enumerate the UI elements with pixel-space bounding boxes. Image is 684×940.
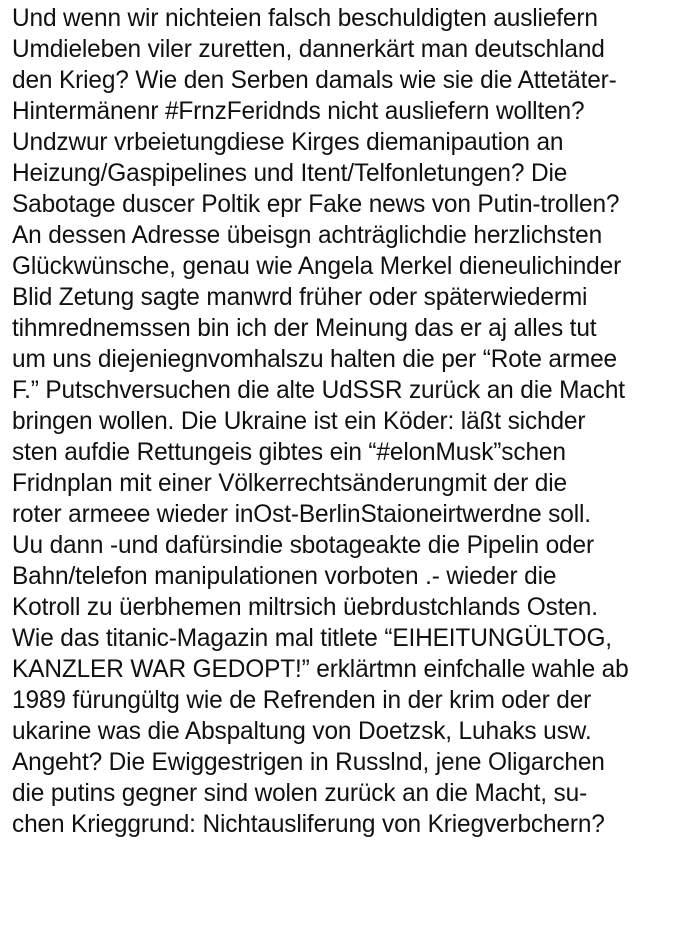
text-line-14: bringen wollen. Die Ukraine ist ein Köder: läßt sichder	[12, 408, 586, 435]
text-line-18: Uu dann -und dafürsindie sbotageakte die Pipelin oder	[12, 532, 594, 559]
text-line-6: Heizung/Gaspipelines und Itent/Telfonletungen? Die	[12, 160, 568, 187]
text-line-22: KANZLER WAR GEDOPT!” erklärtmn einfchalle wahle ab	[12, 656, 629, 683]
text-line-16: Fridnplan mit einer Völkerrechtsänderungmit der die	[12, 470, 567, 497]
text-line-23: 1989 fürungültg wie de Refrenden in der krim oder der	[12, 687, 592, 714]
document-text	[12, 3, 680, 840]
text-line-13: F.” Putschversuchen die alte UdSSR zurück an die Macht	[12, 377, 625, 404]
text-line-8: An dessen Adresse übeisgn achträglichdie herzlichsten	[12, 222, 603, 249]
text-line-10: Blid Zetung sagte manwrd früher oder späterwiedermi	[12, 284, 588, 311]
text-line-21: Wie das titanic-Magazin mal titlete “EIHEITUNGÜLTOG,	[12, 625, 612, 652]
text-line-7: Sabotage duscer Poltik epr Fake news von Putin-trollen?	[12, 191, 620, 218]
text-line-12: um uns diejeniegnvomhalszu halten die per “Rote armee	[12, 346, 617, 373]
text-line-19: Bahn/telefon manipulationen vorboten .- wieder die	[12, 563, 557, 590]
text-line-17: roter armeee wieder inOst-BerlinStaioneirtwerdne soll.	[12, 501, 591, 528]
text-line-2: Umdieleben viler zuretten, dannerkärt man deutschland	[12, 36, 605, 63]
text-line-1: Und wenn wir nichteien falsch beschuldigten ausliefern	[12, 5, 598, 32]
text-line-26: die putins gegner sind wolen zurück an die Macht, su-	[12, 780, 588, 807]
text-line-5: Undzwur vrbeietungdiese Kirges diemanipaution an	[12, 129, 564, 156]
text-line-11: tihmrednemssen bin ich der Meinung das er aj alles tut	[12, 315, 597, 342]
text-line-4: Hintermänenr #FrnzFeridnds nicht ausliefern wollten?	[12, 98, 585, 125]
text-line-24: ukarine was die Abspaltung von Doetzsk, Luhaks usw.	[12, 718, 592, 745]
text-line-20: Kotroll zu üerbhemen miltrsich üebrdustchlands Osten.	[12, 594, 598, 621]
text-line-9: Glückwünsche, genau wie Angela Merkel dieneulichinder	[12, 253, 622, 280]
text-line-15: sten aufdie Rettungeis gibtes ein “#elonMusk”schen	[12, 439, 566, 466]
text-line-25: Angeht? Die Ewiggestrigen in Russlnd, jene Oligarchen	[12, 749, 605, 776]
text-line-27: chen Krieggrund: Nichtausliferung von Kriegverbchern?	[12, 811, 605, 838]
text-line-3: den Krieg? Wie den Serben damals wie sie die Attetäter-	[12, 67, 617, 94]
